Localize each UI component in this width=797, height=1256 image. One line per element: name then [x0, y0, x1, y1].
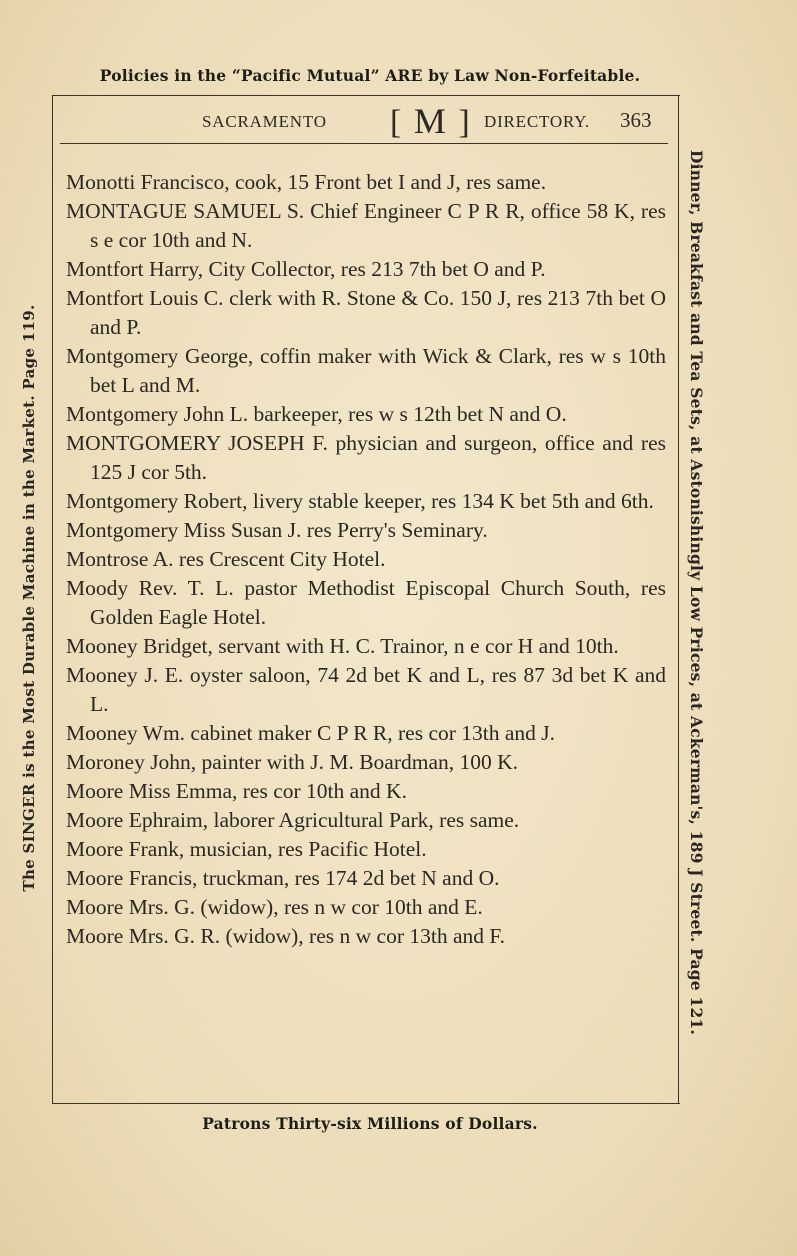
directory-entry: MONTGOMERY JOSEPH F. physician and surgeon, office and res 125 J cor 5th.: [66, 431, 666, 484]
running-head: [60, 101, 668, 141]
frame-right-rule: [678, 95, 679, 1103]
directory-entry: Moore Ephraim, laborer Agricultural Park, res same.: [66, 808, 520, 832]
directory-entry: Montgomery Robert, livery stable keeper, res 134 K bet 5th and 6th.: [66, 489, 654, 513]
top-banner-ad: Policies in the “Pacific Mutual” ARE by Law Non-Forfeitable.: [99, 66, 641, 85]
directory-entry: Monotti Francisco, cook, 15 Front bet I and J, res same.: [66, 170, 547, 194]
frame-top-rule: [52, 95, 680, 96]
directory-entry: Moore Miss Emma, res cor 10th and K.: [66, 779, 407, 803]
directory-entries: [66, 168, 666, 951]
directory-entry: Montrose A. res Crescent City Hotel.: [66, 547, 386, 571]
directory-entry: Montgomery Miss Susan J. res Perry's Seminary.: [66, 518, 488, 542]
directory-entry: Moore Frank, musician, res Pacific Hotel.: [66, 837, 427, 861]
directory-entry: Montfort Harry, City Collector, res 213 7th bet O and P.: [66, 257, 546, 281]
running-head-directory: DIRECTORY.: [484, 112, 591, 131]
section-letter: M: [413, 101, 448, 141]
bottom-banner-ad: Patrons Thirty-six Millions of Dollars.: [202, 1114, 538, 1133]
frame-bottom-rule: [52, 1103, 680, 1104]
directory-entry: Mooney Wm. cabinet maker C P R R, res cor 13th and J.: [66, 721, 556, 745]
directory-entry: Moore Mrs. G. R. (widow), res n w cor 13th and F.: [66, 924, 505, 948]
directory-entry: Mooney Bridget, servant with H. C. Trainor, n e cor H and 10th.: [66, 634, 619, 658]
directory-entry: Mooney J. E. oyster saloon, 74 2d bet K and L, res 87 3d bet K and L.: [66, 663, 666, 716]
left-margin-ad: The SINGER is the Most Durable Machine in the Market. Page 119.: [20, 304, 38, 892]
running-head-city: SACRAMENTO: [202, 112, 327, 131]
directory-entry: Montgomery George, coffin maker with Wick & Clark, res w s 10th bet L and M.: [66, 344, 666, 397]
directory-entry: Moody Rev. T. L. pastor Methodist Episcopal Church South, res Golden Eagle Hotel.: [66, 576, 666, 629]
directory-entry: Montgomery John L. barkeeper, res w s 12th bet N and O.: [66, 402, 567, 426]
directory-entry: Moore Francis, truckman, res 174 2d bet N and O.: [66, 866, 500, 890]
directory-entry: Montfort Louis C. clerk with R. Stone & Co. 150 J, res 213 7th bet O and P.: [66, 286, 666, 339]
running-head-section-letter: [ M ]: [390, 101, 472, 141]
page-number: 363: [620, 108, 652, 132]
directory-entry: MONTAGUE SAMUEL S. Chief Engineer C P R R, office 58 K, res s e cor 10th and N.: [66, 199, 666, 252]
directory-entry: Moroney John, painter with J. M. Boardman, 100 K.: [66, 750, 519, 774]
frame-left-rule: [52, 95, 53, 1103]
right-margin-ad: Dinner, Breakfast and Tea Sets, at Astonishingly Low Prices, at Ackerman's, 189 J Street. Page 121.: [687, 150, 706, 1036]
header-rule: [60, 143, 668, 144]
directory-entry: Moore Mrs. G. (widow), res n w cor 10th and E.: [66, 895, 483, 919]
